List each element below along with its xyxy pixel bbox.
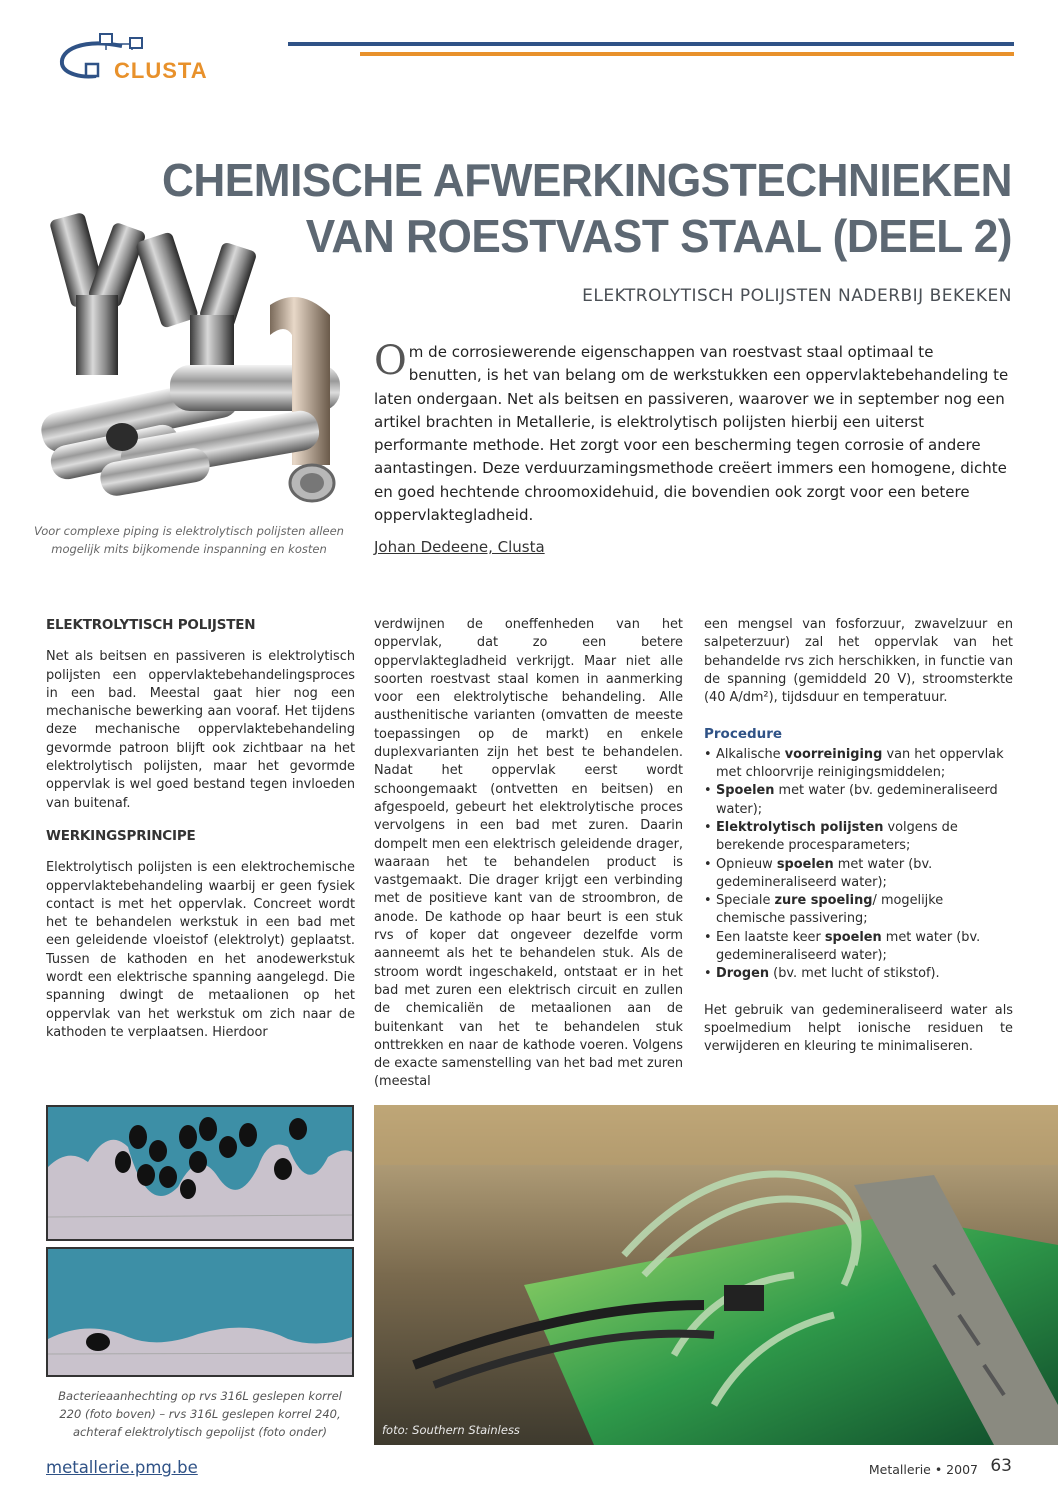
column-2 — [374, 616, 683, 1106]
procedure-step: • Alkalische voorreiniging van het oppervlak met chloorvrije reinigingsmiddelen; — [704, 746, 1013, 783]
section-heading-werkingsprincipe: WERKINGSPRINCIPE — [46, 827, 196, 844]
paragraph: een mengsel van fosforzuur, zwavelzuur en salpeterzuur) zal het oppervlak van het behandelde rvs zich herschikken, in functie van de spanning (gemiddeld 20 V), stroomsterkte (40 A/dm²), tijdsduur en temperatuur. — [704, 617, 1013, 706]
paragraph: verdwijnen de oneffenheden van het oppervlak, dat zo een betere oppervlaktegladheid verkrijgt. Maar niet alle soorten roestvast staal komen in aanmerking voor een elektrolytische behandeling. Alle austhenitische varianten (omvatten de meeste toepassingen op de markt) en enkele duplexvarianten zijn het best te behandelen. Nadat het oppervlak eerst wordt schoongemaakt (ontvetten en beitsen) en afgespoeld, gebeurt het elektrolytische proces vervolgens in een bad met zuren. Daarin dompelt men een elektrisch geleidende drager, waaraan het te behandelen product is vastgemaakt. Die drager krijgt een verbinding met de positieve kant van de stroombron, de anode. De kathode op haar beurt is een stuk rvs of koper dat ongeveer dezelfde vorm aanneemt als het te behandelen stuk. Als de stroom wordt ingeschakeld, ontstaat er in het bad met zuren een elektrisch circuit en zullen de chemicaliën de metaalionen aan de buitenkant van het te behandelen stuk onttrekken en naar de kathode voeren. Volgens de exacte samenstelling van het bad met zuren (meestal — [374, 617, 683, 1090]
procedure-step: • Spoelen met water (bv. gedemineraliseerd water); — [704, 782, 1013, 819]
clusta-logo — [52, 28, 242, 88]
intro-text: m de corrosiewerende eigenschappen van roestvast staal optimaal te benutten, is het van belang om de werkstukken een oppervlaktebehandeling te laten ondergaan. Net als beitsen en passiveren, waarover we in september nog een artikel brachten in Metallerie, is elektrolytisch polijsten hierbij een uiterst performante methode. Het zorgt voor een bescherming tegen corrosie of andere aantastingen. Deze verduurzamingsmethode creëert immers een homogene, dichte en goed hechtende chroomoxidehuid, die bovendien ook zorgt voor een betere oppervlaktegladheid. — [374, 343, 1009, 525]
stainless-pipes-image — [30, 205, 348, 515]
paragraph: Net als beitsen en passiveren is elektrolytisch polijsten een oppervlaktebehandelingsproces in een bad. Meestal gaat hier nog een mechanische bewerking aan vooraf. Het tijdens deze mechanische oppervlaktebehandeling gevormde patroon blijft ook zichtbaar na het elektrolytisch polijsten, maar het gevormde oppervlak is wel goed bestand tegen invloeden van buitenaf. — [46, 649, 355, 811]
photo-credit: foto: Southern Stainless — [382, 1423, 520, 1437]
bacteria-images-caption: Bacterieaanhechting op rvs 316L geslepen korrel 220 (foto boven) – rvs 316L geslepen korrel 240, achteraf elektrolytisch gepolijst (foto onder) — [58, 1389, 342, 1439]
column-1 — [46, 616, 355, 1056]
paragraph: Het gebruik van gedemineraliseerd water als spoelmedium helpt ionische residuen te verwijderen en kleuring te minimaliseren. — [704, 1002, 1013, 1055]
procedure-step: • Opnieuw spoelen met water (bv. gedemineraliseerd water); — [704, 856, 1013, 893]
magazine-name-year: Metallerie • 2007 — [868, 1462, 978, 1477]
title-line-2: VAN ROESTVAST STAAL (DEEL 2) — [305, 210, 1012, 262]
article-intro — [374, 338, 1010, 527]
procedure-heading: Procedure — [704, 726, 783, 743]
author-byline: Johan Dedeene, Clusta — [374, 538, 545, 556]
column-3 — [704, 616, 1013, 1071]
electropolishing-bath-photo — [374, 1105, 1058, 1445]
procedure-step: • Speciale zure spoeling/ mogelijke chemische passivering; — [704, 892, 1013, 929]
header-rule-blue — [288, 42, 1014, 46]
procedure-step: • Elektrolytisch polijsten volgens de berekende procesparameters; — [704, 819, 1013, 856]
hero-image-caption: Voor complexe piping is elektrolytisch polijsten alleen mogelijk mits bijkomende inspanning en kosten — [34, 524, 344, 556]
paragraph: Elektrolytisch polijsten is een elektrochemische oppervlaktebehandeling waarbij er geen fysiek contact is met het oppervlak. Concreet wordt het te behandelen werkstuk in een bad met een geleidende vloeistof (elektrolyt) geplaatst. Tussen de kathoden en het anodewerkstuk wordt een elektrische spanning aangelegd. Die spanning dwingt de metaalionen op het oppervlak van het werkstuk om zich naar de kathoden te verplaatsen. Hierdoor — [46, 860, 355, 1040]
website-link[interactable]: metallerie.pmg.be — [46, 1458, 198, 1477]
title-line-1: CHEMISCHE AFWERKINGSTECHNIEKEN — [161, 154, 1013, 206]
logo-text: CLUSTA — [114, 58, 208, 83]
procedure-step: • Drogen (bv. met lucht of stikstof). — [704, 965, 1013, 983]
logo-graphic — [52, 28, 242, 88]
bacteria-image-top — [46, 1105, 354, 1241]
procedure-list — [704, 746, 1013, 984]
section-heading-elektrolytisch-polijsten: ELEKTROLYTISCH POLIJSTEN — [46, 617, 256, 633]
intro-dropcap: O — [374, 338, 407, 384]
article-subtitle: ELEKTROLYTISCH POLIJSTEN NADERBIJ BEKEKEN — [582, 286, 1012, 306]
procedure-step: • Een laatste keer spoelen met water (bv. gedemineraliseerd water); — [704, 929, 1013, 966]
page-number: 63 — [990, 1456, 1012, 1476]
bacteria-image-bottom — [46, 1247, 354, 1377]
header-rule-orange — [360, 52, 1014, 56]
